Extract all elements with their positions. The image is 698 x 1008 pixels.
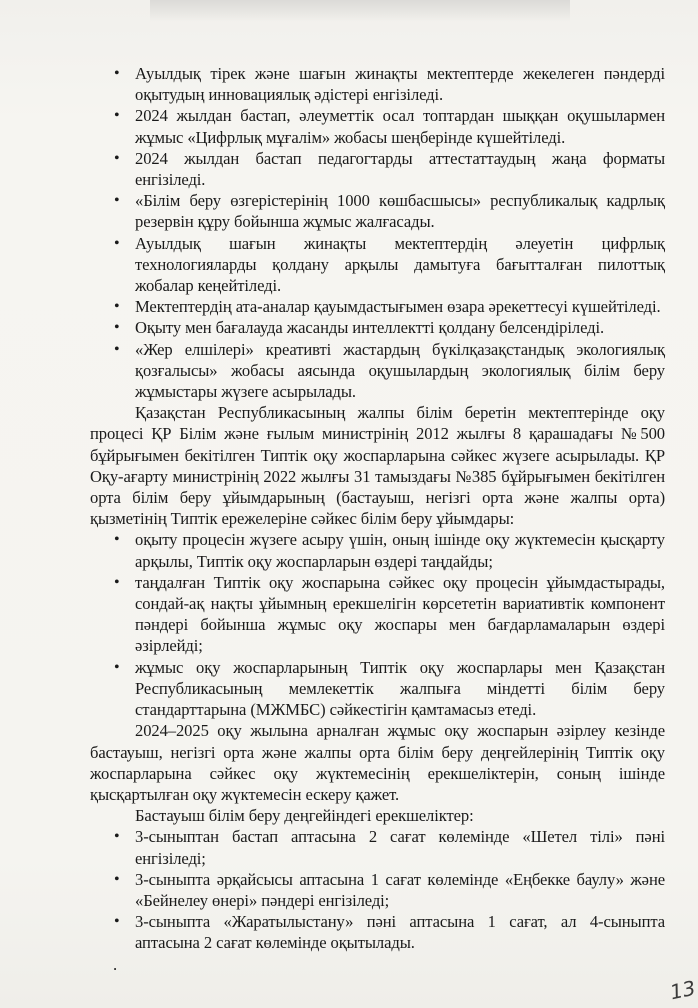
list-item: • таңдалған Типтік оқу жоспарына сәйкес оқу процесін ұйымдастырады, сондай-ақ нақты ұйымның ерекшелігін көрсететін вариативтік компонент пәндері бойынша жұмыс оқу жоспары мен бағдарламаларын өздері әзірлейді; — [90, 572, 665, 657]
list-item: • Мектептердің ата-аналар қауымдастығымен өзара әрекеттесуі күшейтіледі. — [90, 296, 665, 317]
list-item: • Оқыту мен бағалауда жасанды интеллектті қолдану белсендіріледі. — [90, 317, 665, 338]
list-item: • 3-сыныпта «Жаратылыстану» пәні аптасына 1 сағат, ал 4-сыныпта аптасына 2 сағат көлемінде оқытылады. — [90, 911, 665, 953]
list-item: • «Білім беру өзгерістерінің 1000 көшбасшысы» республикалық кадрлық резервін құру бойынша жұмыс жалғасады. — [90, 190, 665, 232]
bullet-list-organization-duties — [90, 529, 665, 720]
list-item: • 2024 жылдан бастап педагогтарды аттестаттаудың жаңа форматы енгізіледі. — [90, 148, 665, 190]
document-body — [90, 63, 665, 975]
stray-mark: . — [113, 954, 118, 974]
paragraph-academic-year: 2024–2025 оқу жылына арналған жұмыс оқу жоспарын әзірлеу кезінде бастауыш, негізгі орта және жалпы орта білім беру деңгейлерінің Типтік оқу жоспарларына сәйкес оқу жүктемесінің ерекшеліктерін, соның ішінде қысқартылған оқу жүктемесін ескеру қажет. — [90, 721, 665, 804]
list-item: • «Жер елшілері» креативті жастардың бүкілқазақстандық экологиялық қозғалысы» жобасы аясында оқушылардың экологиялық білім беру жұмыстары жүзеге асырылады. — [90, 339, 665, 403]
list-item: • Ауылдық тірек және шағын жинақты мектептерде жекелеген пәндерді оқытудың инновациялық әдістері енгізіледі. — [90, 63, 665, 105]
list-item: • оқыту процесін жүзеге асыру үшін, оның ішінде оқу жүктемесін қысқарту арқылы, Типтік оқу жоспарларын өздері таңдайды; — [90, 529, 665, 571]
list-item: • 2024 жылдан бастап, әлеуметтік осал топтардан шыққан оқушылармен жұмыс «Цифрлық мұғалім» жобасы шеңберінде күшейтіледі. — [90, 105, 665, 147]
bullet-list-primary-features — [90, 826, 665, 953]
bullet-list-measures — [90, 63, 665, 402]
paragraph-curriculum-basis: Қазақстан Республикасының жалпы білім беретін мектептерінде оқу процесі ҚР Білім және ғылым министрінің 2012 жылғы 8 қарашадағы №500 бұйрығымен бекітілген Типтік оқу жоспарларына сәйкес жүзеге асырылады. ҚР Оқу-ағарту министрінің 2022 жылғы 31 тамыздағы №385 бұйрығымен бекітілген орта білім беру ұйымдарының (бастауыш, негізгі орта және жалпы орта) қызметінің Типтік ережелеріне сәйкес білім беру ұйымдары: — [90, 403, 665, 529]
list-item: • 3-сыныптан бастап аптасына 2 сағат көлемінде «Шетел тілі» пәні енгізіледі; — [90, 826, 665, 868]
handwritten-page-number: 13 — [667, 975, 698, 1005]
list-item: • жұмыс оқу жоспарларының Типтік оқу жоспарлары мен Қазақстан Республикасының мемлекеттік жалпыға міндетті білім беру стандарттарына (МЖМБС) сәйкестігін қамтамасыз етеді. — [90, 657, 665, 721]
list-item: • Ауылдық шағын жинақты мектептердің әлеуетін цифрлық технологияларды қолдану арқылы дамытуға бағытталған пилоттық жобалар кеңейтіледі. — [90, 233, 665, 297]
scan-shadow — [150, 0, 570, 22]
list-item: • 3-сыныпта әрқайсысы аптасына 1 сағат көлемінде «Еңбекке баулу» және «Бейнелеу өнері» пәндері енгізіледі; — [90, 869, 665, 911]
paragraph-primary-features-heading: Бастауыш білім беру деңгейіндегі ерекшеліктер: — [135, 806, 474, 826]
